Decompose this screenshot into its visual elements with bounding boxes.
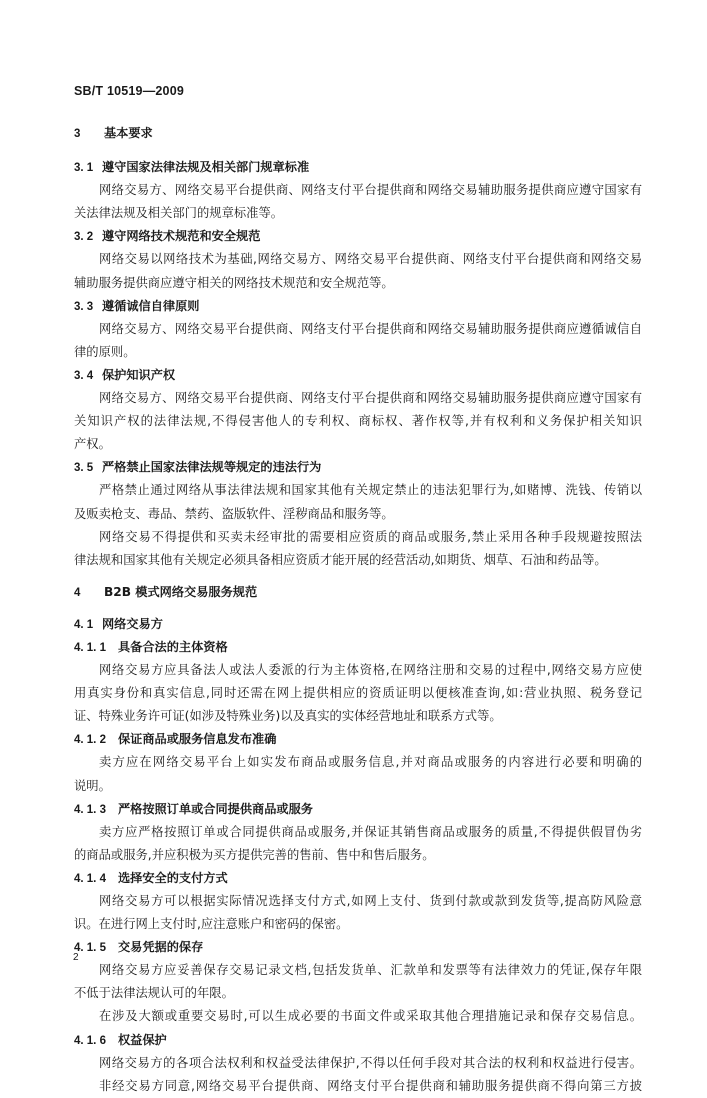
section-4-heading: [74, 581, 642, 604]
section-title: 严格按照订单或合同提供商品或服务: [118, 801, 313, 816]
paragraph-line: 网络交易不得提供和买卖未经审批的需要相应资质的商品或服务,禁止采用各种手段规避按照法: [99, 529, 642, 544]
section-3-2-heading: [74, 225, 642, 248]
section-3-5-heading: [74, 456, 642, 479]
section-number: 3. 3: [74, 300, 94, 313]
section-number: 4. 1: [74, 618, 94, 631]
section-title: 具备合法的主体资格: [118, 639, 228, 654]
paragraph-line: 辅助服务提供商应遵守相关的网络技术规范和安全规范等。: [74, 275, 394, 290]
paragraph-line: 关法律法规及相关部门的规章标准等。: [74, 206, 284, 221]
paragraph-line: 网络交易方应具备法人或法人委派的行为主体资格,在网络注册和交易的过程中,网络交易方应使: [99, 663, 642, 678]
section-title: 保护知识产权: [102, 367, 176, 382]
section-title: 交易凭据的保存: [118, 940, 204, 955]
section-number: 4. 1. 1: [74, 641, 106, 654]
section-title: 遵守网络技术规范和安全规范: [102, 229, 261, 244]
section-title: 权益保护: [118, 1032, 167, 1047]
section-number: 3. 1: [74, 162, 94, 175]
section-title: 遵守国家法律法规及相关部门规章标准: [102, 160, 310, 175]
paragraph-line: 及贩卖枪支、毒品、禁药、盗版软件、淫秽商品和服务等。: [74, 506, 394, 521]
paragraph-line: 关知识产权的法律法规,不得侵害他人的专利权、商标权、著作权等,并有权利和义务保护相关知识: [74, 414, 642, 429]
paragraph-line: 网络交易方、网络交易平台提供商、网络支付平台提供商和网络交易辅助服务提供商应遵循诚信自: [99, 321, 642, 336]
standard-code: SB/T 10519—2009: [74, 84, 185, 98]
section-number: 3. 4: [74, 369, 94, 382]
section-title: 保证商品或服务信息发布准确: [118, 732, 277, 747]
section-4-1-2-heading: [74, 728, 642, 751]
section-number: 4. 1. 3: [74, 803, 106, 816]
paragraph-line: 卖方应严格按照订单或合同提供商品或服务,并保证其销售商品或服务的质量,不得提供假冒伪劣: [99, 824, 642, 839]
paragraph-line: 律法规和国家其他有关规定必须具备相应资质才能开展的经营活动,如期货、烟草、石油和药品等。: [74, 552, 607, 567]
section-number: 4: [74, 586, 81, 599]
section-4-1-3-heading: [74, 798, 642, 821]
section-4-1-1-heading: [74, 636, 642, 659]
section-number: 4. 1. 6: [74, 1034, 106, 1047]
paragraph-line: 网络交易以网络技术为基础,网络交易方、网络交易平台提供商、网络支付平台提供商和网络交易: [99, 252, 642, 267]
section-title: B2B 模式网络交易服务规范: [104, 584, 258, 599]
section-3-heading: [74, 122, 642, 145]
page-content: [74, 122, 642, 1098]
section-number: 3. 2: [74, 231, 94, 244]
section-4-1-5-heading: [74, 936, 642, 959]
section-number: 4. 1. 4: [74, 872, 106, 885]
paragraph-line: 识。在进行网上支付时,应注意账户和密码的保密。: [74, 917, 349, 932]
paragraph-line: 律的原则。: [74, 344, 136, 359]
paragraph-line: 不低于法律法规认可的年限。: [74, 986, 234, 1001]
section-title: 选择安全的支付方式: [118, 870, 228, 885]
paragraph-line: 证、特殊业务许可证(如涉及特殊业务)以及真实的实体经营地址和联系方式等。: [74, 709, 502, 724]
paragraph-line: 卖方应在网络交易平台上如实发布商品或服务信息,并对商品或服务的内容进行必要和明确的: [99, 755, 642, 770]
paragraph-line: 在涉及大额或重要交易时,可以生成必要的书面文件或采取其他合理措施记录和保存交易信息。: [99, 1009, 642, 1024]
section-number: 4. 1. 2: [74, 734, 106, 747]
paragraph-line: 非经交易方同意,网络交易平台提供商、网络支付平台提供商和辅助服务提供商不得向第三方披: [99, 1078, 642, 1093]
paragraph-line: 网络交易方、网络交易平台提供商、网络支付平台提供商和网络交易辅助服务提供商应遵守国家有: [99, 183, 642, 198]
paragraph-line: 网络交易方、网络交易平台提供商、网络支付平台提供商和网络交易辅助服务提供商应遵守国家有: [99, 391, 642, 406]
section-number: 4. 1. 5: [74, 942, 106, 955]
section-title: 网络交易方: [102, 616, 163, 631]
section-title: 遵循诚信自律原则: [102, 298, 200, 313]
paragraph-line: 网络交易方的各项合法权利和权益受法律保护,不得以任何手段对其合法的权利和权益进行侵害。: [99, 1055, 642, 1070]
section-title: 基本要求: [104, 126, 153, 140]
section-4-1-6-heading: [74, 1029, 642, 1052]
section-3-4-heading: [74, 364, 642, 387]
section-4-1-heading: [74, 613, 642, 636]
section-number: 3: [74, 128, 81, 140]
section-title: 严格禁止国家法律法规等规定的违法行为: [102, 460, 322, 475]
paragraph-line: 用真实身份和真实信息,同时还需在网上提供相应的资质证明以便核准查询,如:营业执照、税务登记: [74, 686, 642, 701]
page-number: 2: [73, 952, 79, 963]
section-number: 3. 5: [74, 462, 94, 475]
paragraph-line: 说明。: [74, 778, 111, 793]
section-3-3-heading: [74, 295, 642, 318]
section-4-1-4-heading: [74, 867, 642, 890]
paragraph-line: 的商品或服务,并应积极为买方提供完善的售前、售中和售后服务。: [74, 847, 435, 862]
paragraph-line: 产权。: [74, 437, 111, 452]
paragraph-line: 网络交易方应妥善保存交易记录文档,包括发货单、汇款单和发票等有法律效力的凭证,保存年限: [99, 963, 642, 978]
section-3-1-heading: [74, 156, 642, 179]
paragraph-line: 严格禁止通过网络从事法律法规和国家其他有关规定禁止的违法犯罪行为,如赌博、洗钱、传销以: [99, 483, 642, 498]
paragraph-line: 网络交易方可以根据实际情况选择支付方式,如网上支付、货到付款或款到发货等,提高防风险意: [99, 894, 642, 908]
